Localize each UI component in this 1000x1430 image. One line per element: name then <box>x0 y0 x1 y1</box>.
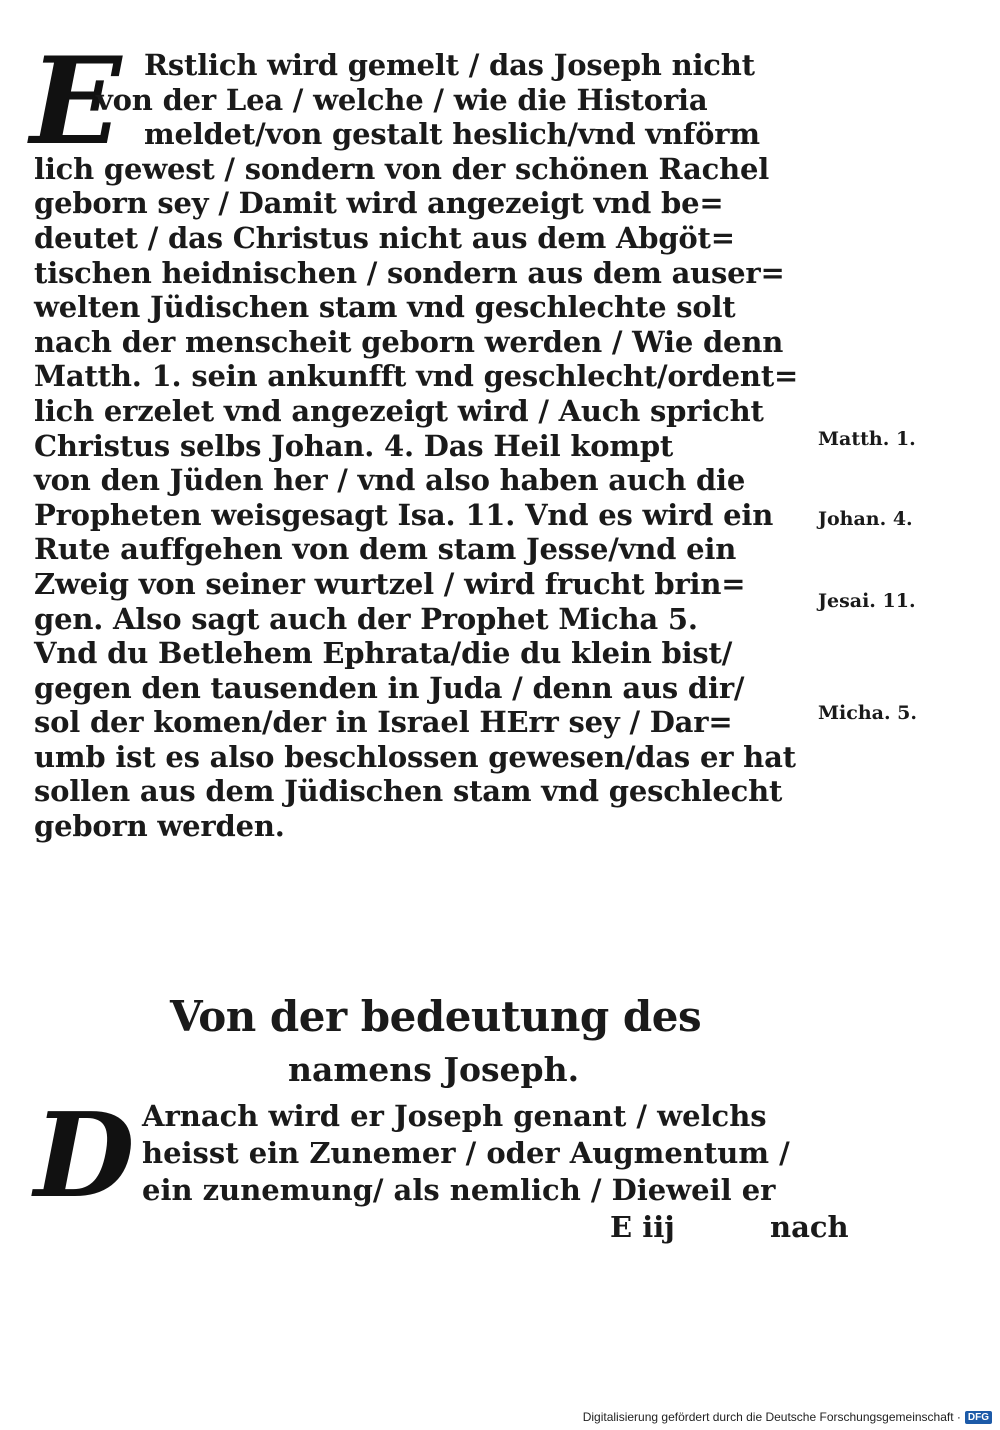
section2-text-block <box>34 1088 849 1246</box>
text-line: Christus selbs Johan. 4. Das Heil kompt <box>34 428 674 463</box>
signature-line <box>34 1209 849 1246</box>
catchword: nach <box>770 1210 849 1244</box>
footer-text: Digitalisierung gefördert durch die Deutsche Forschungsgemeinschaft · <box>582 1410 961 1424</box>
text-line: sol der komen/der in Israel HErr sey / Dar= <box>34 705 733 740</box>
text-line: gegen den tausenden in Juda / denn aus dir/ <box>34 670 745 705</box>
section-heading: Von der bedeutung des <box>170 992 702 1041</box>
text-line: Zweig von seiner wurtzel / wird frucht brin= <box>34 566 746 601</box>
text-line: nach der menscheit geborn werden / Wie denn <box>34 324 784 359</box>
text-line: von den Jüden her / vnd also haben auch die <box>34 463 746 498</box>
text-line: Vnd du Betlehem Ephrata/die du klein bist/ <box>34 636 733 671</box>
text-line: Rstlich wird gemelt / das Joseph nicht <box>144 48 755 82</box>
signature-mark: E iij <box>610 1210 675 1244</box>
dropcap-e: E <box>30 31 122 172</box>
text-line: sollen aus dem Jüdischen stam vnd geschlecht <box>34 774 783 809</box>
text-line: geborn werden. <box>34 809 285 844</box>
dropcap-d: D <box>34 1088 135 1224</box>
text-line: geborn sey / Damit wird angezeigt vnd be= <box>34 186 724 221</box>
dfg-logo: DFG <box>965 1411 992 1424</box>
text-line: welten Jüdischen stam vnd geschlechte solt <box>34 290 736 325</box>
text-line: deutet / das Christus nicht aus dem Abgöt= <box>34 220 735 255</box>
text-line: Rute auffgehen von dem stam Jesse/vnd ein <box>34 532 737 567</box>
text-line: heisst ein Zunemer / oder Augmentum / <box>142 1136 790 1170</box>
section-heading-sub: namens Joseph. <box>288 1050 580 1089</box>
text-line: meldet/von gestalt heslich/vnd vnförm <box>144 117 760 152</box>
text-line: Propheten weisgesagt Isa. 11. Vnd es wird ein <box>34 497 774 532</box>
text-line: Arnach wird er Joseph genant / welchs <box>142 1099 767 1133</box>
margin-note-jesai: Jesai. 11. <box>818 590 916 612</box>
main-text-block <box>34 48 824 844</box>
text-line: ein zunemung/ als nemlich / Dieweil er <box>142 1173 776 1207</box>
text-line: lich gewest / sondern von der schönen Rachel <box>34 151 770 186</box>
margin-note-matth: Matth. 1. <box>818 428 916 450</box>
margin-note-johan: Johan. 4. <box>818 508 913 530</box>
margin-note-micha: Micha. 5. <box>818 702 918 724</box>
text-line: tischen heidnischen / sondern aus dem auser= <box>34 255 785 290</box>
text-line: umb ist es also beschlossen gewesen/das er hat <box>34 739 796 774</box>
text-line: lich erzelet vnd angezeigt wird / Auch spricht <box>34 393 764 428</box>
text-line: gen. Also sagt auch der Prophet Micha 5. <box>34 601 698 636</box>
text-line: von der Lea / welche / wie die Historia <box>96 82 708 117</box>
footer-credit <box>583 1410 992 1424</box>
text-line: Matth. 1. sein ankunfft vnd geschlecht/ordent= <box>34 359 799 394</box>
